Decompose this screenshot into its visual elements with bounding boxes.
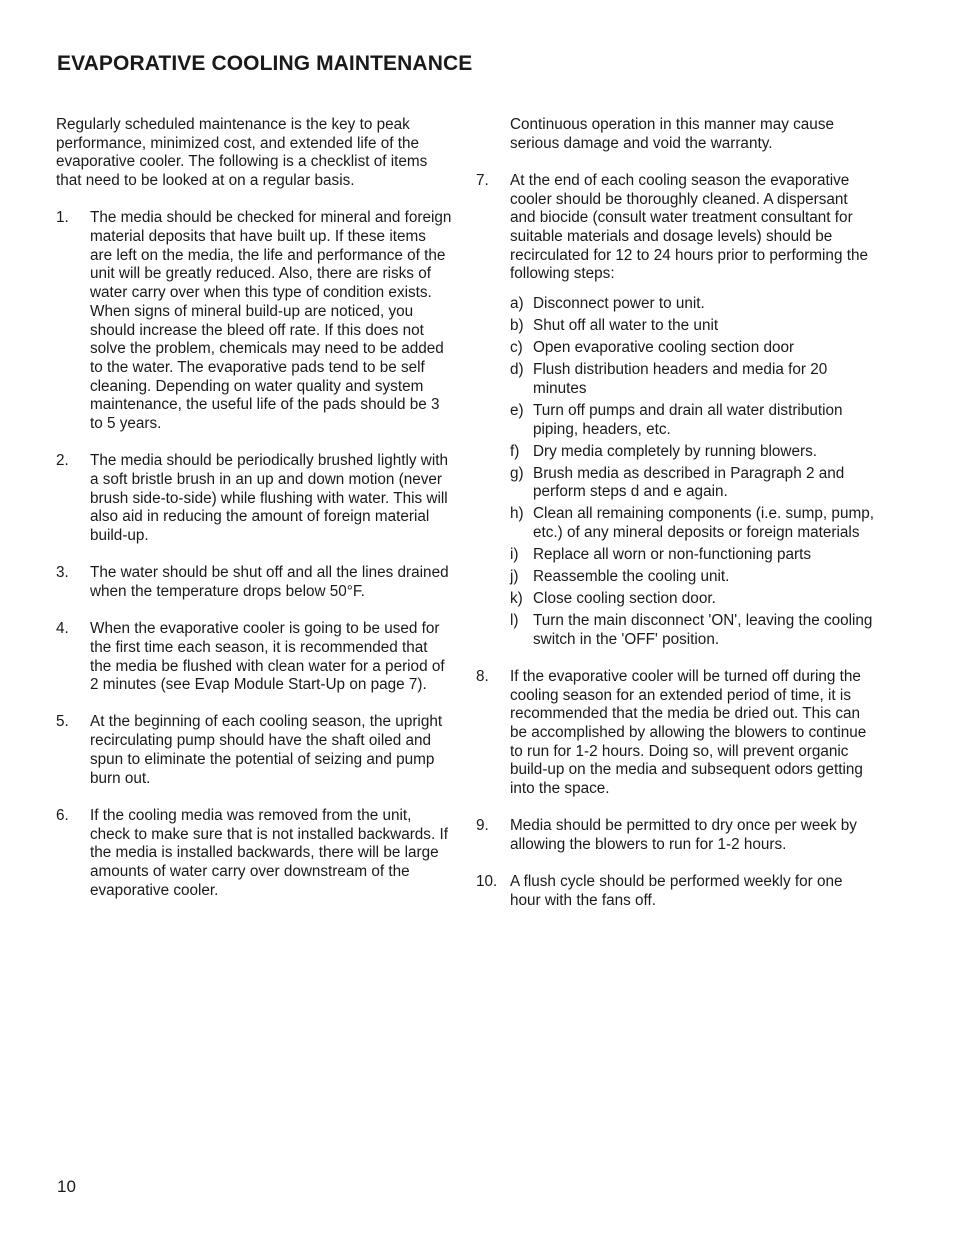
sub-item-letter: g)	[510, 464, 524, 482]
item-text: When the evaporative cooler is going to be used for the first time each season, it is recommended that the media be flushed with clean water for a period of 2 minutes (see Evap Module Start-Up on page 7).	[90, 620, 445, 694]
intro-paragraph: Regularly scheduled maintenance is the key to peak performance, minimized cost, and extended life of the evaporative cooler. The following is a checklist of items that need to be looked at on a regular basis.	[56, 116, 428, 190]
sub-item-letter: l)	[510, 611, 519, 629]
sub-item-letter: j)	[510, 567, 519, 585]
item-6-continuation: Continuous operation in this manner may cause serious damage and void the warranty.	[510, 116, 834, 152]
list-item-10	[476, 873, 874, 910]
sub-item-letter: i)	[510, 545, 519, 563]
sub-item-letter: b)	[510, 317, 524, 335]
item-text: At the beginning of each cooling season, the upright recirculating pump should have the shaft oiled and spun to eliminate the potential of seizing and pump burn out.	[90, 713, 443, 787]
item-text: At the end of each cooling season the evaporative cooler should be thoroughly cleaned. A dispersant and biocide (consult water treatment consultant for suitable materials and dosage levels) should be recirculated for 12 to 24 hours prior to performing the following steps:	[510, 171, 868, 283]
sub-item-text: Disconnect power to unit.	[533, 295, 705, 313]
sub-list-item	[510, 568, 874, 587]
item-text: A flush cycle should be performed weekly for one hour with the fans off.	[510, 873, 843, 909]
list-item-7	[476, 172, 874, 649]
list-item-3	[56, 564, 452, 601]
item-text: If the cooling media was removed from the unit, check to make sure that is not installed backwards. If the media is installed backwards, there will be large amounts of water carry over downstream of the evaporative cooler.	[90, 806, 448, 899]
sub-item-text: Replace all worn or non-functioning parts	[533, 545, 812, 563]
right-column	[476, 116, 874, 911]
sub-item-text: Reassemble the cooling unit.	[533, 567, 730, 585]
sub-item-letter: k)	[510, 589, 523, 607]
left-column	[56, 116, 452, 900]
item-number: 2.	[56, 452, 69, 470]
list-item-8	[476, 668, 874, 799]
item-number: 6.	[56, 806, 69, 824]
item-number: 8.	[476, 667, 489, 685]
sub-item-text: Shut off all water to the unit	[533, 317, 719, 335]
sub-list-item	[510, 361, 874, 398]
sub-list-item	[510, 295, 874, 314]
item-number: 3.	[56, 564, 69, 582]
item-text: Media should be permitted to dry once per week by allowing the blowers to run for 1-2 hours.	[510, 817, 857, 853]
sub-list-item	[510, 590, 874, 609]
sub-item-letter: e)	[510, 401, 524, 419]
sub-list-item	[510, 546, 874, 565]
item-text: The water should be shut off and all the lines drained when the temperature drops below 50°F.	[90, 564, 449, 600]
sub-item-text: Turn off pumps and drain all water distribution piping, headers, etc.	[533, 401, 843, 438]
list-item-6	[56, 807, 452, 901]
item-number: 10.	[476, 873, 498, 891]
sub-item-letter: f)	[510, 442, 520, 460]
list-item-2	[56, 452, 452, 546]
sub-item-letter: a)	[510, 295, 524, 313]
item-number: 7.	[476, 171, 489, 189]
list-item-1	[56, 209, 452, 433]
sub-item-text: Turn the main disconnect 'ON', leaving the cooling switch in the 'OFF' position.	[533, 611, 873, 648]
item-text: If the evaporative cooler will be turned off during the cooling season for an extended period of time, it is recommended that the media be dried out. This can be accomplished by allowing the blowers to continue to run for 1-2 hours. Doing so, will prevent organic build-up on the media and subsequent odors getting into the space.	[510, 667, 867, 798]
item-number: 9.	[476, 817, 489, 835]
sub-item-text: Brush media as described in Paragraph 2 and perform steps d and e again.	[533, 464, 845, 501]
cleaning-steps-list	[510, 295, 874, 649]
list-item-9	[476, 817, 874, 854]
sub-list-item	[510, 317, 874, 336]
sub-item-text: Open evaporative cooling section door	[533, 339, 795, 357]
sub-list-item	[510, 339, 874, 358]
item-number: 5.	[56, 713, 69, 731]
sub-item-text: Clean all remaining components (i.e. sump, pump, etc.) of any mineral deposits or foreign materials	[533, 505, 874, 541]
sub-item-letter: h)	[510, 505, 524, 523]
sub-list-item	[510, 402, 874, 439]
item-text: The media should be periodically brushed lightly with a soft bristle brush in an up and down motion (never brush side-to-side) while flushing with water. This will also aid in reducing the amount of foreign material build-up.	[90, 452, 448, 545]
sub-list-item	[510, 443, 874, 462]
sub-item-text: Dry media completely by running blowers.	[533, 442, 817, 460]
page-number: 10	[57, 1177, 76, 1196]
list-item-4	[56, 620, 452, 695]
item-number: 1.	[56, 209, 69, 227]
sub-list-item	[510, 505, 874, 542]
sub-list-item	[510, 612, 874, 649]
item-text: The media should be checked for mineral and foreign material deposits that have built up. If these items are left on the media, the life and performance of the unit will be greatly reduced. Also, there are risks of water carry over when this type of condition exists. When signs of mineral build-up are noticed, you should increase the bleed off rate. If this does not solve the problem, chemicals may need to be added to the water. The evaporative pads tend to be self cleaning. Depending on water quality and system maintenance, the useful life of the pads should be 3 to 5 years.	[90, 209, 452, 433]
sub-item-letter: c)	[510, 339, 523, 357]
sub-item-text: Flush distribution headers and media for 20 minutes	[533, 361, 828, 397]
sub-list-item	[510, 465, 874, 502]
list-item-5	[56, 713, 452, 788]
item-number: 4.	[56, 620, 69, 638]
sub-item-letter: d)	[510, 361, 524, 379]
sub-item-text: Close cooling section door.	[533, 589, 716, 607]
page-title: EVAPORATIVE COOLING MAINTENANCE	[57, 52, 473, 75]
